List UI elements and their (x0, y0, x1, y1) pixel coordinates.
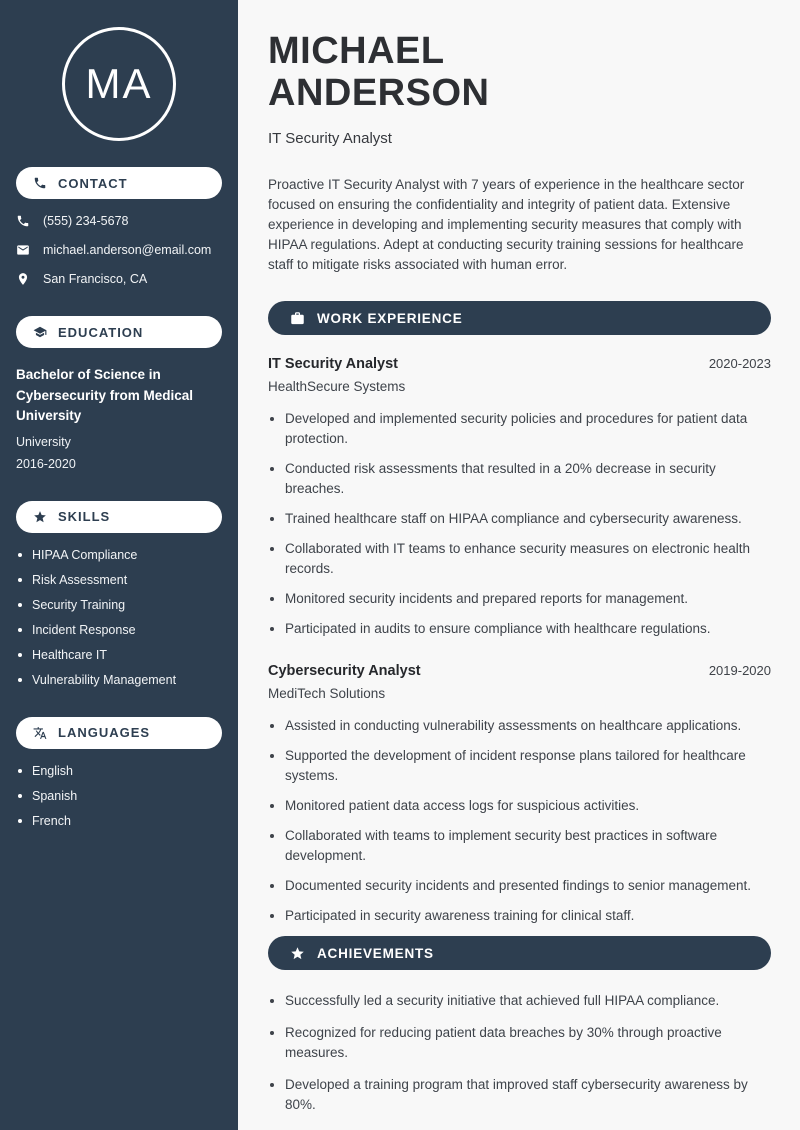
bullet-dot (270, 1083, 274, 1087)
skill-item (18, 624, 222, 637)
education-degree: Bachelor of Science in Cybersecurity from Medical University (16, 367, 194, 423)
bullet-dot (18, 794, 22, 798)
contact-phone-text: (555) 234-5678 (43, 214, 129, 228)
star-icon (33, 510, 47, 524)
contact-phone (16, 214, 222, 228)
skill-label: Incident Response (32, 622, 136, 637)
job-bullet-list (268, 409, 771, 639)
bullet-dot (270, 467, 274, 471)
bullet-dot (270, 1031, 274, 1035)
job-entry (268, 356, 771, 639)
achievements-section-header (268, 936, 771, 970)
person-last-name: ANDERSON (268, 72, 490, 114)
bullet-dot (270, 754, 274, 758)
contact-location (16, 272, 222, 286)
job-header (268, 356, 771, 372)
bullet-dot (18, 553, 22, 557)
job-dates: 2019-2020 (708, 663, 771, 678)
bullet-dot (270, 724, 274, 728)
language-label: French (32, 813, 71, 828)
location-pin-icon (16, 272, 30, 286)
bullet-dot (18, 769, 22, 773)
profile-summary: Proactive IT Security Analyst with 7 years of experience in the healthcare sector focused on ensuring the confidentiality and integrity of patient data. Extensive experience in developing and implementing security measures that comply with HIPAA regulations. Adept at conducting security training sessions for healthcare staff to mitigate risks associated with human error. (268, 177, 745, 272)
language-label: Spanish (32, 788, 78, 803)
star-icon (290, 946, 305, 961)
person-first-name: MICHAEL (268, 30, 445, 72)
job-header (268, 663, 771, 679)
languages-section-header (16, 717, 222, 749)
achievement-bullet-text: Recognized for reducing patient data breaches by 30% through proactive measures. (285, 1025, 722, 1060)
skill-label: Risk Assessment (32, 572, 128, 587)
skills-list (18, 549, 222, 687)
bullet-dot (270, 597, 274, 601)
language-item (18, 790, 222, 803)
sidebar (0, 0, 238, 1130)
job-dates: 2020-2023 (708, 356, 771, 371)
skill-label: Security Training (32, 597, 126, 612)
briefcase-icon (290, 311, 305, 326)
language-item (18, 765, 222, 778)
job-bullet-text: Assisted in conducting vulnerability assessments on healthcare applications. (285, 718, 742, 733)
job-bullet-text: Documented security incidents and presented findings to senior management. (285, 878, 752, 893)
skill-label: Healthcare IT (32, 647, 108, 662)
job-bullet-text: Conducted risk assessments that resulted in a 20% decrease in security breaches. (285, 461, 716, 496)
job-bullet-text: Collaborated with teams to implement security best practices in software development. (285, 828, 718, 863)
avatar-initials: MA (85, 60, 153, 107)
job-bullet (268, 509, 771, 529)
job-bullet-text: Collaborated with IT teams to enhance security measures on electronic health records. (285, 541, 750, 576)
job-bullet (268, 459, 771, 499)
job-bullet (268, 409, 771, 449)
education-dates: 2016-2020 (16, 456, 76, 471)
main-content (238, 0, 800, 1130)
bullet-dot (18, 603, 22, 607)
bullet-dot (270, 999, 274, 1003)
work-experience-section-header (268, 301, 771, 335)
achievements-section-title: ACHIEVEMENTS (317, 945, 434, 961)
bullet-dot (18, 578, 22, 582)
bullet-dot (270, 517, 274, 521)
achievements-list (268, 991, 771, 1115)
job-entry (268, 663, 771, 926)
bullet-dot (18, 628, 22, 632)
work-experience-section-title: WORK EXPERIENCE (317, 310, 463, 326)
education-entry (16, 365, 222, 471)
person-name (268, 30, 771, 114)
job-bullet-text: Participated in audits to ensure compliance with healthcare regulations. (285, 621, 711, 636)
achievement-bullet-text: Developed a training program that improved staff cybersecurity awareness by 80%. (285, 1077, 748, 1112)
bullet-dot (18, 819, 22, 823)
job-bullet-list (268, 716, 771, 926)
contact-section-header (16, 167, 222, 199)
job-bullet (268, 539, 771, 579)
jobs-container (268, 356, 771, 926)
job-bullet (268, 716, 771, 736)
job-bullet (268, 619, 771, 639)
job-bullet-text: Trained healthcare staff on HIPAA compliance and cybersecurity awareness. (285, 511, 742, 526)
job-bullet-text: Monitored security incidents and prepared reports for management. (285, 591, 688, 606)
bullet-dot (18, 678, 22, 682)
skill-item (18, 574, 222, 587)
bullet-dot (270, 914, 274, 918)
job-bullet-text: Monitored patient data access logs for suspicious activities. (285, 798, 640, 813)
job-bullet (268, 589, 771, 609)
job-title: IT Security Analyst (268, 356, 399, 372)
education-school: University (16, 434, 71, 449)
language-item (18, 815, 222, 828)
contact-list (16, 214, 222, 286)
skill-item (18, 649, 222, 662)
languages-section-title: LANGUAGES (58, 725, 151, 740)
skill-item (18, 674, 222, 687)
bullet-dot (18, 653, 22, 657)
job-company: HealthSecure Systems (268, 379, 406, 394)
mail-icon (16, 243, 30, 257)
job-bullet (268, 826, 771, 866)
job-company: MediTech Solutions (268, 686, 386, 701)
phone-icon (16, 214, 30, 228)
translate-icon (33, 726, 47, 740)
skill-item (18, 599, 222, 612)
achievement-bullet (268, 1023, 771, 1063)
skill-label: HIPAA Compliance (32, 547, 138, 562)
education-section-title: EDUCATION (58, 324, 144, 340)
bullet-dot (270, 547, 274, 551)
job-bullet-text: Developed and implemented security policies and procedures for patient data protection. (285, 411, 748, 446)
job-bullet (268, 796, 771, 816)
achievement-bullet (268, 1075, 771, 1115)
bullet-dot (270, 884, 274, 888)
graduation-cap-icon (33, 325, 47, 339)
achievement-bullet (268, 991, 771, 1011)
job-bullet-text: Supported the development of incident response plans tailored for healthcare systems. (285, 748, 746, 783)
contact-section-title: CONTACT (58, 175, 128, 191)
bullet-dot (270, 804, 274, 808)
job-bullet (268, 876, 771, 896)
bullet-dot (270, 834, 274, 838)
person-job-title: IT Security Analyst (268, 130, 392, 147)
languages-list (18, 765, 222, 828)
bullet-dot (270, 627, 274, 631)
skill-item (18, 549, 222, 562)
contact-email-text: michael.anderson@email.com (43, 243, 212, 257)
job-bullet (268, 746, 771, 786)
contact-location-text: San Francisco, CA (43, 272, 148, 286)
skills-section-header (16, 501, 222, 533)
skills-section-title: SKILLS (58, 509, 111, 524)
skill-label: Vulnerability Management (32, 672, 177, 687)
avatar (62, 27, 176, 141)
job-bullet (268, 906, 771, 926)
achievement-bullet-text: Successfully led a security initiative that achieved full HIPAA compliance. (285, 993, 720, 1008)
phone-icon (33, 176, 47, 190)
contact-email (16, 243, 222, 257)
language-label: English (32, 763, 73, 778)
job-bullet-text: Participated in security awareness training for clinical staff. (285, 908, 635, 923)
education-section-header (16, 316, 222, 348)
job-title: Cybersecurity Analyst (268, 663, 421, 679)
bullet-dot (270, 417, 274, 421)
